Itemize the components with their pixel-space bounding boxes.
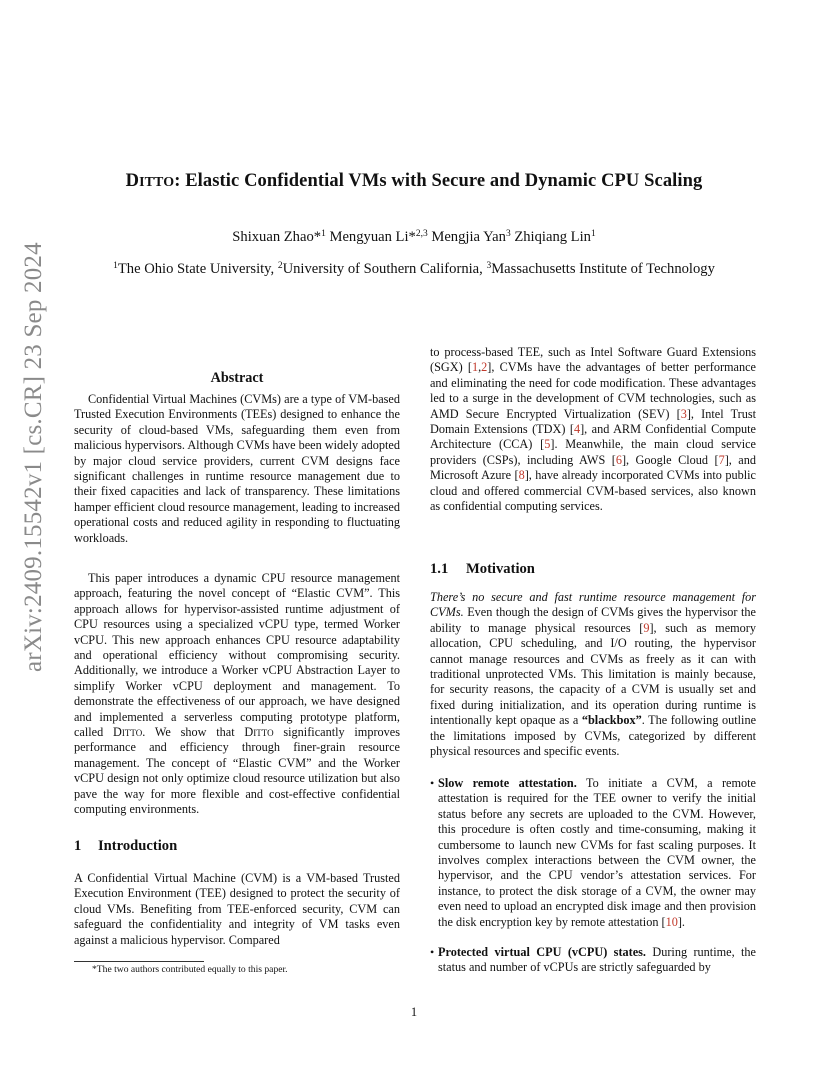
section-heading-motivation: [430, 561, 535, 578]
section-number: 1: [74, 838, 82, 854]
body-text: ]. Meanwhile, the main cloud service providers (CSPs), including AWS [: [430, 437, 756, 467]
bullet-icon: •: [430, 776, 435, 790]
title-rest: : Elastic Confidential VMs with Secure and Dynamic CPU Scaling: [174, 171, 703, 191]
abstract-p2-text: . We show that: [142, 725, 245, 740]
bullet-item: [430, 945, 756, 976]
abstract-paragraph-1: Confidential Virtual Machines (CVMs) are a type of VM-based Trusted Execution Environments (TEEs) designed to enhance the security of cloud-based VMs, safeguarding them even from malicious hypervisors. Although CVMs have been widely adopted by major cloud service providers, current CVM designs face significant challenges in runtime resource management due to their fixed capacities and lack of transparency. These limitations hamper efficient cloud resource management, leading to increased operational costs and reduced agility in responding to fluctuating workloads.: [74, 392, 400, 545]
system-name: Ditto: [244, 725, 274, 740]
citation-link[interactable]: 10: [665, 914, 678, 929]
bullet-text: [438, 945, 756, 976]
arxiv-side-label: arXiv:2409.15542v1 [cs.CR] 23 Sep 2024: [20, 242, 47, 672]
bullet-text: [438, 776, 756, 930]
citation-link[interactable]: 3: [680, 406, 687, 421]
author-name: Shixuan Zhao*: [232, 229, 322, 245]
bold-term: “blackbox”: [581, 713, 642, 728]
citation-link[interactable]: 2: [481, 360, 488, 375]
abstract-paragraph-2: [74, 571, 400, 818]
section-number: 1.1: [430, 561, 449, 577]
body-text: To initiate a CVM, a remote attestation is required for the TEE owner to verify the initial status before any secrets are uploaded to the CVM. However, this procedure is often costly and time-consuming, making it cumbersome to launch new CVMs for fast scaling purposes. It involves complex interactions between the CVM owner, the hypervisor, and the CPU vendor’s attestation services. For instance, to protect the disk storage of a CVM, the owner may even need to upload an encrypted disk image and then provision the disk encryption key by remote attestation [: [438, 776, 756, 929]
intro-paragraph-1: A Confidential Virtual Machine (CVM) is a VM-based Trusted Execution Environment (TEE) designed to protect the security of cloud VMs. Benefiting from TEE-enforced security, CVM can safeguard the confidentiality and integrity of VM tasks even against a malicious hypervisor. Compared: [74, 871, 400, 947]
author-name: Mengyuan Li*: [329, 229, 416, 245]
author-list: [0, 229, 828, 246]
bullet-title: Slow remote attestation.: [438, 776, 577, 790]
citation-link[interactable]: 8: [518, 468, 525, 483]
body-text: ], Intel Trust Domain Extensions (TDX) [: [430, 406, 756, 437]
section-title: Introduction: [98, 838, 178, 854]
author-affil-sup: 1: [590, 229, 596, 239]
body-text: ].: [677, 914, 685, 929]
body-text: During runtime, the status and number of vCPUs are strictly safeguarded by: [438, 945, 756, 975]
section-title: Motivation: [466, 561, 535, 577]
body-text: ], Google Cloud [: [621, 452, 719, 467]
affiliation-list: [0, 261, 828, 278]
author-name: Mengjia Yan: [431, 229, 506, 245]
body-text: ], CVMs have the advantages of better performance and eliminating the need for code modification. These advantages led to a surge in the development of CVM technologies, such as AMD Secure Encrypted Virtualization (SEV) [: [430, 360, 756, 421]
page-number: 1: [410, 1005, 418, 1019]
author-affil-sup: 1: [321, 229, 326, 239]
title-system-initial: D: [125, 171, 140, 191]
footnote-rule: [74, 961, 204, 962]
citation-link[interactable]: 7: [718, 452, 725, 467]
abstract-p2-text: This paper introduces a dynamic CPU resource management approach, featuring the novel concept of “Elastic CVM”. This approach allows for hypervisor-assisted runtime adjustment of CPU resources using a specialized vCPU type, termed Worker vCPU. This new approach enhances CPU resource adaptability and operational efficiency without compromising security. Additionally, we introduce a Worker vCPU Abstraction Layer to simplify Worker vCPU deployment and management. To demonstrate the effectiveness of our approach, we have designed and implemented a serverless computing prototype platform, called: [74, 571, 400, 740]
body-text: to process-based TEE, such as Intel Software Guard Extensions (SGX) [: [430, 345, 756, 375]
section-heading-introduction: [74, 838, 177, 855]
body-text: ], have already incorporated CVMs into public cloud and offered commercial CVM-based services, also known as confidential computing services.: [430, 468, 756, 514]
affil-sup: 2: [277, 261, 283, 271]
body-text: . The following outline the limitations imposed by CVMs, categorized by different physical resources and specific events.: [430, 713, 757, 759]
italic-claim: There’s no secure and fast runtime resource management for CVMs.: [430, 590, 756, 620]
title-system-rest: ITTO: [139, 175, 175, 190]
bullet-item: [430, 776, 756, 930]
author-name: Zhiqiang Lin: [514, 229, 591, 245]
affil-name: University of Southern California,: [282, 261, 487, 277]
bullet-icon: •: [430, 945, 435, 959]
motivation-paragraph: [430, 590, 756, 759]
system-name: Ditto: [113, 725, 143, 740]
body-text: ], and Microsoft Azure [: [430, 452, 756, 483]
citation-link[interactable]: 4: [573, 422, 581, 437]
citation-link[interactable]: 1: [471, 360, 479, 375]
footnote: *The two authors contributed equally to this paper.: [92, 964, 288, 975]
affil-sup: 3: [486, 261, 492, 271]
paper-title: [0, 171, 828, 192]
body-text: ], such as memory allocation, CPU scheduling, and I/O routing, the hypervisor cannot manage resources and CVMs as freely as it can with traditional unprotected VMs. This limitation is mainly because, for security reasons, the capacity of a CVM is usually set and fixed during initialization, and its operation during runtime is intentionally kept opaque as a: [430, 620, 757, 728]
affil-name: The Ohio State University,: [117, 261, 278, 277]
right-paragraph-1: to process-based TEE, such as Intel Software Guard Extensions (SGX) [1,2], CVMs have the advantages of better performance and eliminating the need for code modification. These advantages led to a surge in the development of CVM technologies, such as AMD Secure Encrypted Virtualization (SEV) [3], Intel Trust Domain Extensions (TDX) [4], and ARM Confidential Compute Architecture (CCA) [5]. Meanwhile, the main cloud service providers (CSPs), including AWS [6], Google Cloud [7], and Microsoft Azure [8], have already incorporated CVMs into public cloud and offered commercial CVM-based services, also known as confidential computing services.: [430, 345, 756, 514]
citation-link[interactable]: 5: [544, 437, 551, 452]
affil-name: Massachusetts Institute of Technology: [491, 261, 715, 277]
author-affil-sup: 3: [505, 229, 511, 239]
citation-link[interactable]: 9: [643, 620, 650, 635]
citation-link[interactable]: 6: [615, 452, 622, 467]
body-text: Even though the design of CVMs gives the hypervisor the ability to manage physical resources [: [430, 605, 756, 635]
author-affil-sup: 2,3: [415, 229, 428, 239]
abstract-heading: Abstract: [210, 370, 264, 386]
body-text: ], and ARM Confidential Compute Architecture (CCA) [: [430, 422, 756, 452]
affil-sup: 1: [113, 261, 118, 271]
bullet-title: Protected virtual CPU (vCPU) states.: [438, 945, 646, 959]
abstract-p2-text: significantly improves performance and efficiency through finer-grain resource management. The concept of “Elastic CVM” and the Worker vCPU design not only optimize cloud resource utilization but also pave the way for more flexible and cost-effective confidential computing environments.: [74, 725, 400, 817]
